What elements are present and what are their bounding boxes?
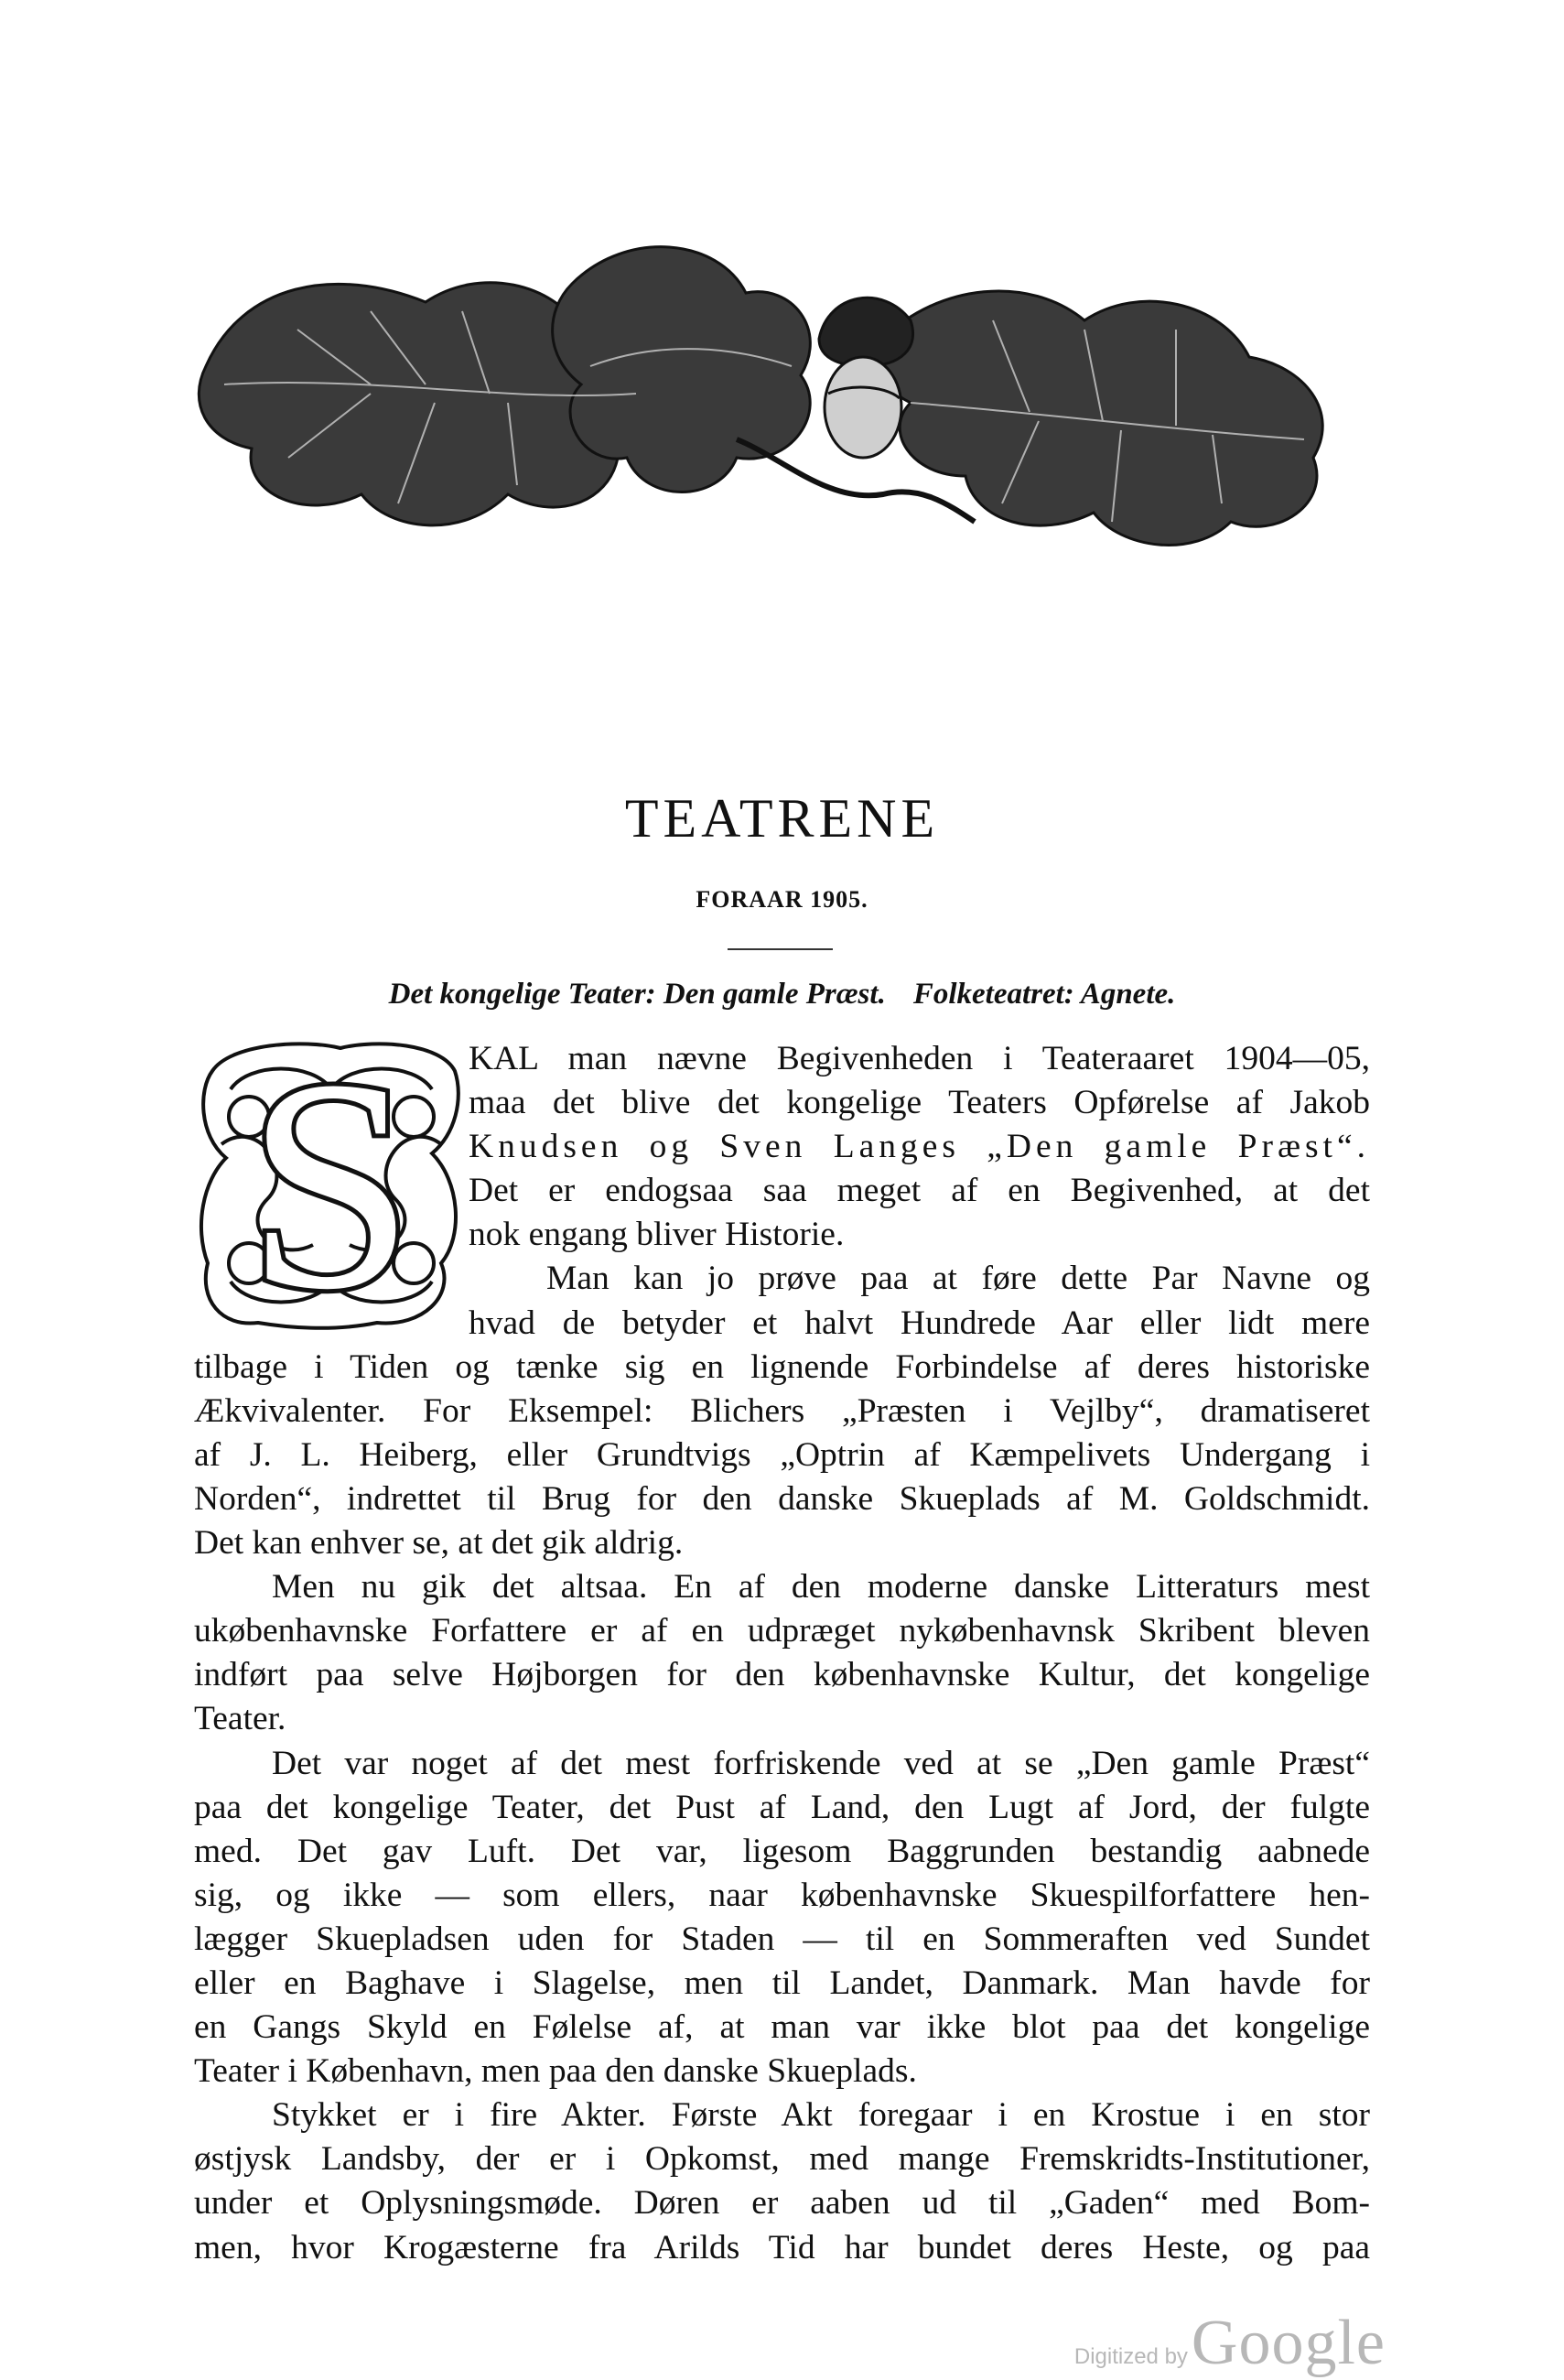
text-line: indført paa selve Højborgen for den københavnske Kultur, det kongelige — [194, 1656, 1370, 1694]
page-title: TEATRENE — [624, 788, 940, 849]
text-line: paa det kongelige Teater, det Pust af Land, den Lugt af Jord, der fulgte — [194, 1788, 1370, 1826]
text-line: maa det blive det kongelige Teaters Opførelse af Jakob — [469, 1084, 1370, 1122]
text-line: lægger Skuepladsen uden for Staden — til en Sommeraften ved Sundet — [194, 1920, 1370, 1958]
text-line: sig, og ikke — som ellers, naar københavnske Skuespilforfattere hen- — [194, 1876, 1370, 1914]
text-line: Norden“, indrettet til Brug for den danske Skueplads af M. Goldschmidt. — [194, 1479, 1370, 1518]
text-line: Teater. — [194, 1700, 286, 1738]
text-line: eller en Baghave i Slagelse, men til Landet, Danmark. Man havde for — [194, 1964, 1370, 2002]
text-line: Det er endogsaa saa meget af en Begivenhed, at det — [469, 1172, 1370, 1210]
text-line: Det var noget af det mest forfriskende ved at se „Den gamle Præst“ — [272, 1744, 1370, 1782]
google-logo: Google — [1191, 2308, 1386, 2378]
text-line: med. Det gav Luft. Det var, ligesom Baggrunden bestandig aabnede — [194, 1832, 1370, 1870]
rubric — [0, 978, 1564, 1012]
text-line: Knudsen og Sven Langes „Den gamle Præst“. — [469, 1128, 1370, 1166]
divider — [728, 948, 833, 950]
rubric-left: Det kongelige Teater: Den gamle Præst. — [388, 978, 886, 1011]
watermark-prefix: Digitized by — [1073, 2344, 1188, 2369]
text-line: KAL man nævne Begivenheden i Teateraaret 1904—05, — [469, 1040, 1370, 1077]
text-line: Det kan enhver se, at det gik aldrig. — [194, 1524, 684, 1563]
text-line: Men nu gik det altsaa. En af den moderne danske Litteraturs mest — [272, 1568, 1370, 1606]
text-line: ukøbenhavnske Forfattere er af en udpræget nykøbenhavnsk Skribent bleven — [194, 1612, 1370, 1650]
text-line: hvad de betyder et halvt Hundrede Aar eller lidt mere — [469, 1304, 1370, 1342]
text-line: Stykket er i fire Akter. Første Akt foregaar i en Krostue i en stor — [272, 2096, 1370, 2135]
oak-leaf-vignette — [188, 229, 1359, 558]
text-line: en Gangs Skyld en Følelse af, at man var ikke blot paa det kongelige — [194, 2008, 1370, 2047]
text-line: Teater i København, men paa den danske Skueplads. — [194, 2052, 917, 2091]
initial-letter: S — [246, 1034, 415, 1336]
text-line: under et Oplysningsmøde. Døren er aaben ud til „Gaden“ med Bom- — [194, 2184, 1370, 2223]
text-line: tilbage i Tiden og tænke sig en lignende Forbindelse af deres historiske — [194, 1347, 1370, 1386]
text-line: østjysk Landsby, der er i Opkomst, med mange Fremskridts-Institutioner, — [194, 2140, 1370, 2179]
text-line: af J. L. Heiberg, eller Grundtvigs „Optrin af Kæmpelivets Undergang i — [194, 1435, 1370, 1474]
text-line: Ækvivalenter. For Eksempel: Blichers „Præsten i Vejlby“, dramatiseret — [194, 1391, 1370, 1430]
text-line: men, hvor Krogæsterne fra Arilds Tid har bundet deres Heste, og paa — [194, 2228, 1370, 2266]
page-subtitle: FORAAR 1905. — [696, 886, 868, 913]
digitized-watermark — [1074, 2307, 1386, 2380]
right-leaf — [874, 291, 1322, 545]
rubric-right: Folketeatret: Agnete. — [912, 978, 1176, 1011]
body-text — [194, 1037, 1370, 2270]
text-line: Man kan jo prøve paa at føre dette Par Navne og — [546, 1260, 1370, 1298]
text-line: nok engang bliver Historie. — [469, 1216, 845, 1254]
